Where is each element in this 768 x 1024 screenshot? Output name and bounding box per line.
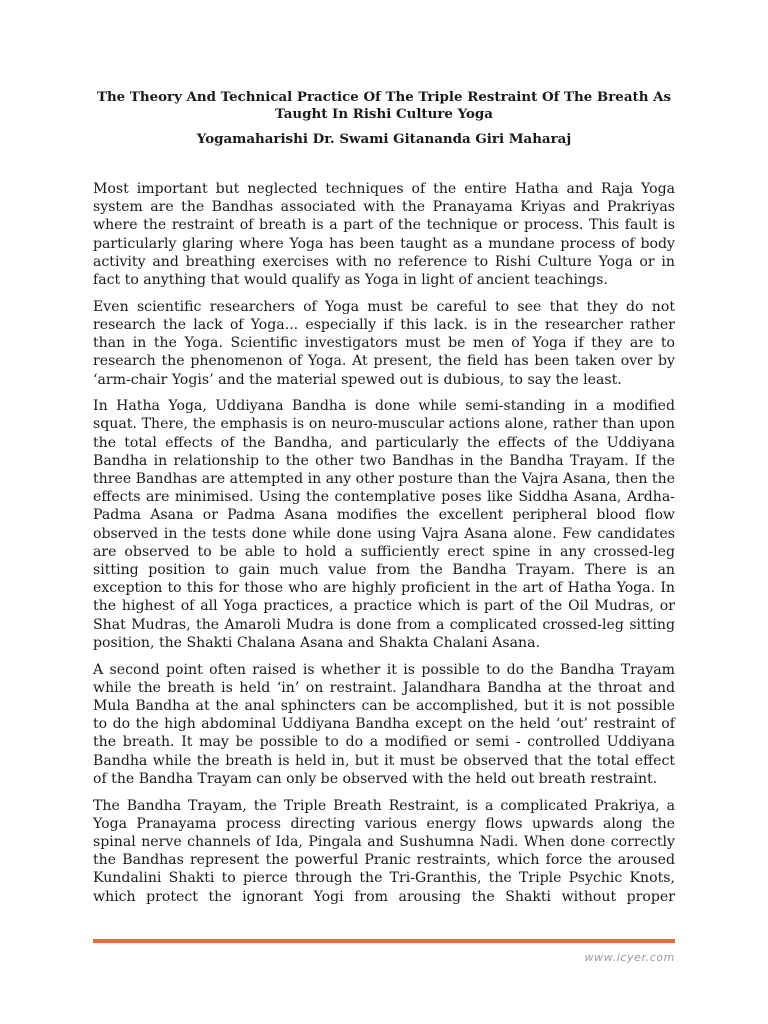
- footer-divider: [93, 939, 675, 943]
- article-body: [93, 180, 675, 914]
- paragraph: In Hatha Yoga, Uddiyana Bandha is done while semi-standing in a modified squat. There, the emphasis is on neuro-muscular actions alone, rather than upon the total effects of the Bandha, and particularly the effects of the Uddiyana Bandha in relationship to the other two Bandhas in the Bandha Trayam. If the three Bandhas are attempted in any other posture than the Vajra Asana, then the effects are minimised. Using the contemplative poses like Siddha Asana, Ardha-Padma Asana or Padma Asana modifies the excellent peripheral blood flow observed in the tests done while done using Vajra Asana alone. Few candidates are observed to be able to hold a sufficiently erect spine in any crossed-leg sitting position to gain much value from the Bandha Trayam. There is an exception to this for those who are highly proficient in the art of Hatha Yoga. In the highest of all Yoga practices, a practice which is part of the Oil Mudras, or Shat Mudras, the Amaroli Mudra is done from a complicated crossed-leg sitting position, the Shakti Chalana Asana and Shakta Chalani Asana.: [93, 398, 675, 651]
- paragraph: Most important but neglected techniques of the entire Hatha and Raja Yoga system are the Bandhas associated with the Pranayama Kriyas and Prakriyas where the restraint of breath is a part of the technique or process. This fault is particularly glaring where Yoga has been taught as a mundane process of body activity and breathing exercises with no reference to Rishi Culture Yoga or in fact to anything that would qualify as Yoga in light of ancient teachings.: [93, 181, 675, 289]
- author-line: Yogamaharishi Dr. Swami Gitananda Giri Maharaj: [196, 131, 572, 147]
- document-title: The Theory And Technical Practice Of The Triple Restraint Of The Breath As Taught In Rishi Culture Yoga: [96, 89, 672, 122]
- website-link[interactable]: www.icyer.com: [584, 951, 675, 964]
- paragraph: The Bandha Trayam, the Triple Breath Restraint, is a complicated Prakriya, a Yoga Pranayama process directing various energy flows upwards along the spinal nerve channels of Ida, Pingala and Sushumna Nadi. When done correctly the Bandhas represent the powerful Pranic restraints, which force the aroused Kundalini Shakti to pierce through the Tri-Granthis, the Triple Psychic Knots, which protect the ignorant Yogi from arousing the Shakti without proper: [93, 797, 675, 905]
- paragraph: A second point often raised is whether it is possible to do the Bandha Trayam while the breath is held ‘in’ on restraint. Jalandhara Bandha at the throat and Mula Bandha at the anal sphincters can be accomplished, but it is not possible to do the high abdominal Uddiyana Bandha except on the held ‘out’ restraint of the breath. It may be possible to do a modified or semi - controlled Uddiyana Bandha while the breath is held in, but it must be observed that the total effect of the Bandha Trayam can only be observed with the held out breath restraint.: [93, 661, 675, 787]
- paragraph: Even scientific researchers of Yoga must be careful to see that they do not research the lack of Yoga... especially if this lack. is in the researcher rather than in the Yoga. Scientific investigators must be men of Yoga if they are to research the phenomenon of Yoga. At present, the field has been taken over by ‘arm-chair Yogis’ and the material spewed out is dubious, to say the least.: [93, 298, 675, 388]
- footer-website[interactable]: [585, 951, 675, 964]
